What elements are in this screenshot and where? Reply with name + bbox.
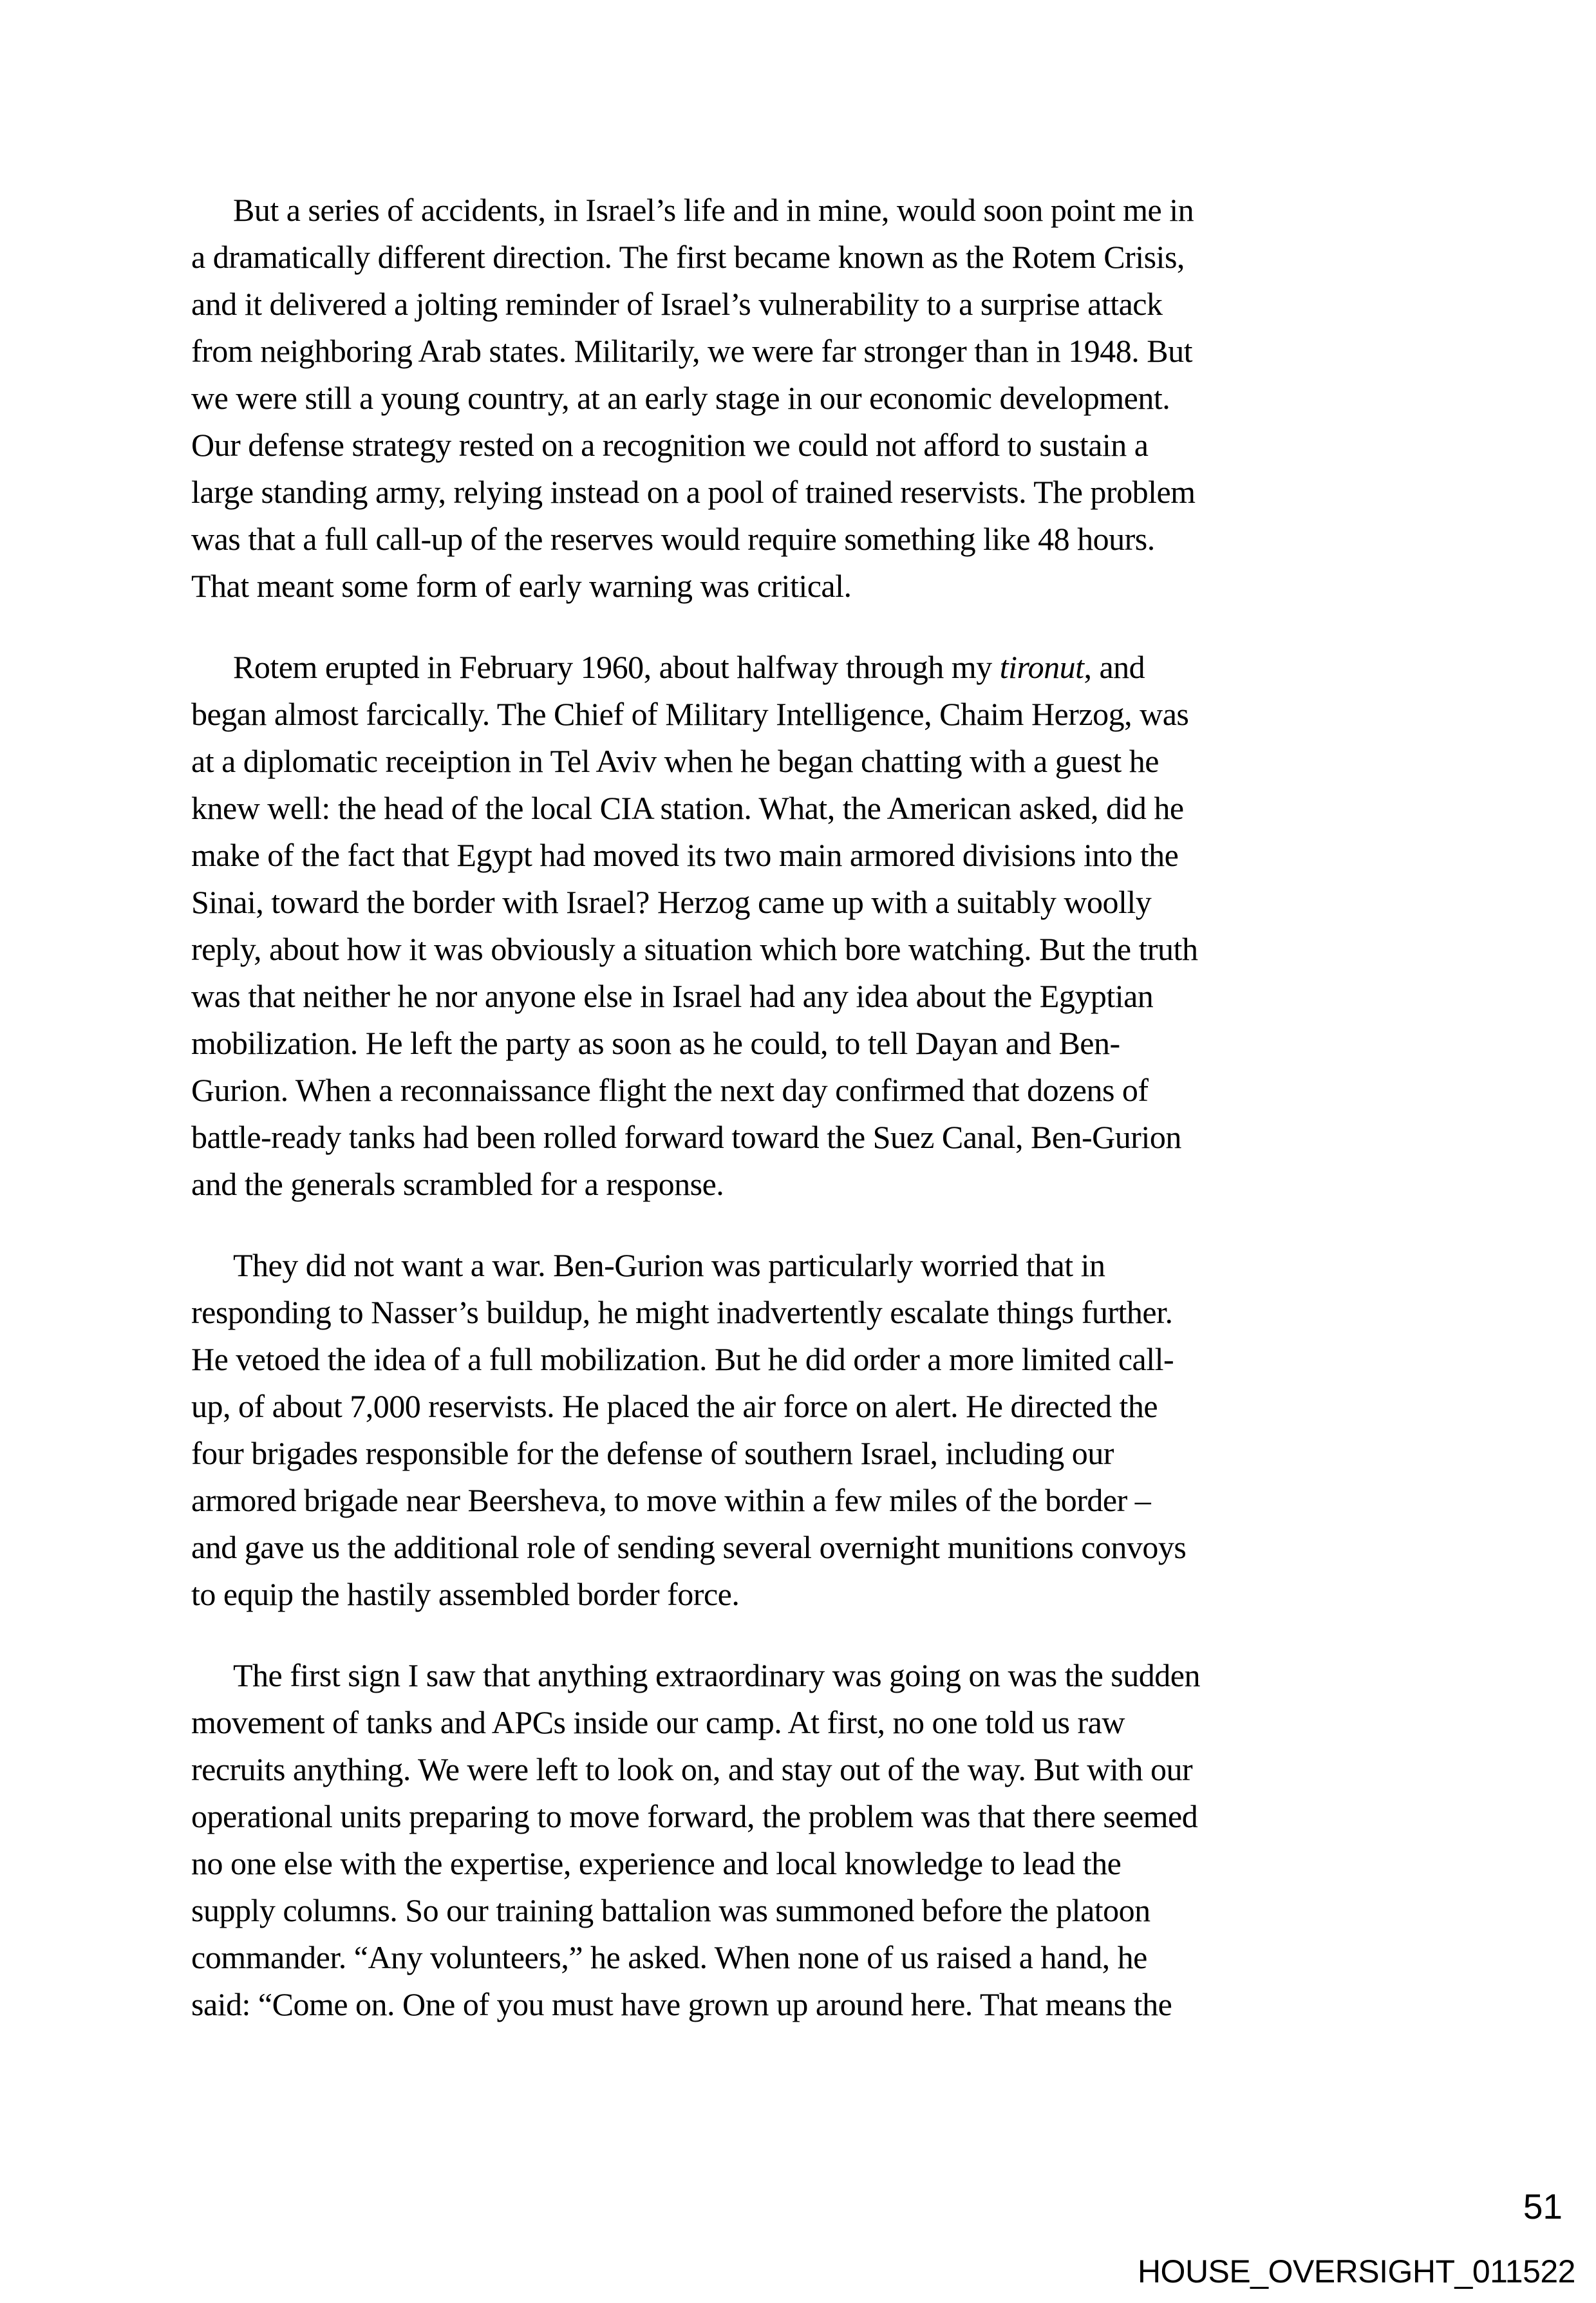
- text-run: began almost farcically. The Chief of Military Intelligence, Chaim Herzog, was: [191, 696, 1189, 732]
- text-run: large standing army, relying instead on a pool of trained reservists. The problem: [191, 474, 1196, 510]
- text-line: [191, 187, 1421, 234]
- text-line: [191, 516, 1421, 563]
- text-run: no one else with the expertise, experience and local knowledge to lead the: [191, 1845, 1122, 1881]
- bates-number: HOUSE_OVERSIGHT_011522: [1137, 2253, 1575, 2289]
- page-text: [191, 187, 1421, 2028]
- text-run: from neighboring Arab states. Militarily, we were far stronger than in 1948. But: [191, 333, 1192, 369]
- text-run: mobilization. He left the party as soon as he could, to tell Dayan and Ben-: [191, 1025, 1120, 1061]
- text-run: That meant some form of early warning was critical.: [191, 568, 852, 604]
- text-line: [191, 738, 1421, 785]
- text-run: recruits anything. We were left to look on, and stay out of the way. But with our: [191, 1751, 1193, 1787]
- text-line: [191, 691, 1421, 738]
- paragraph: [191, 644, 1421, 1208]
- text-run: was that a full call-up of the reserves would require something like 48 hours.: [191, 521, 1155, 557]
- text-line: [191, 422, 1421, 469]
- text-run: operational units preparing to move forward, the problem was that there seemed: [191, 1798, 1198, 1834]
- italic-text: tironut: [999, 649, 1084, 685]
- text-line: [191, 375, 1421, 422]
- text-line: [191, 1289, 1421, 1336]
- text-line: [191, 563, 1421, 610]
- text-line: [191, 1430, 1421, 1477]
- text-run: and it delivered a jolting reminder of Israel’s vulnerability to a surprise attack: [191, 286, 1163, 322]
- text-run: supply columns. So our training battalion was summoned before the platoon: [191, 1892, 1150, 1928]
- text-run: make of the fact that Egypt had moved its two main armored divisions into the: [191, 837, 1179, 873]
- text-run: a dramatically different direction. The first became known as the Rotem Crisis,: [191, 239, 1185, 275]
- text-line: [191, 1383, 1421, 1430]
- text-run: responding to Nasser’s buildup, he might inadvertently escalate things further.: [191, 1294, 1173, 1330]
- text-line: [191, 1887, 1421, 1934]
- text-run: said: “Come on. One of you must have grown up around here. That means the: [191, 1986, 1172, 2022]
- text-run: battle-ready tanks had been rolled forward toward the Suez Canal, Ben-Gurion: [191, 1119, 1181, 1155]
- text-line: [191, 1524, 1421, 1571]
- text-run: He vetoed the idea of a full mobilization. But he did order a more limited call-: [191, 1341, 1174, 1377]
- text-run: But a series of accidents, in Israel’s life and in mine, would soon point me in: [233, 192, 1194, 228]
- text-line: [191, 973, 1421, 1020]
- text-run: we were still a young country, at an early stage in our economic development.: [191, 380, 1170, 416]
- text-run: armored brigade near Beersheva, to move within a few miles of the border –: [191, 1482, 1151, 1518]
- text-line: [191, 1840, 1421, 1887]
- text-run: They did not want a war. Ben-Gurion was particularly worried that in: [233, 1247, 1105, 1283]
- text-line: [191, 1067, 1421, 1114]
- text-line: [191, 1336, 1421, 1383]
- text-run: movement of tanks and APCs inside our camp. At first, no one told us raw: [191, 1704, 1125, 1740]
- text-line: [191, 1020, 1421, 1067]
- text-line: [191, 1699, 1421, 1746]
- text-run: up, of about 7,000 reservists. He placed the air force on alert. He directed the: [191, 1388, 1158, 1424]
- text-line: [191, 1652, 1421, 1699]
- text-run: knew well: the head of the local CIA station. What, the American asked, did he: [191, 790, 1184, 826]
- text-line: [191, 644, 1421, 691]
- text-line: [191, 1793, 1421, 1840]
- text-run: at a diplomatic receiption in Tel Aviv when he began chatting with a guest he: [191, 743, 1159, 779]
- text-line: [191, 879, 1421, 926]
- text-run: and the generals scrambled for a response.: [191, 1166, 724, 1202]
- text-line: [191, 785, 1421, 832]
- text-line: [191, 1571, 1421, 1618]
- text-run: commander. “Any volunteers,” he asked. When none of us raised a hand, he: [191, 1939, 1147, 1975]
- text-run: Rotem erupted in February 1960, about halfway through my: [233, 649, 1000, 685]
- text-line: [191, 1114, 1421, 1161]
- text-run: Sinai, toward the border with Israel? Herzog came up with a suitably woolly: [191, 884, 1152, 920]
- text-run: reply, about how it was obviously a situation which bore watching. But the truth: [191, 931, 1198, 967]
- text-run: and gave us the additional role of sending several overnight munitions convoys: [191, 1529, 1187, 1565]
- paragraph: [191, 1242, 1421, 1618]
- text-line: [191, 1242, 1421, 1289]
- text-run: was that neither he nor anyone else in Israel had any idea about the Egyptian: [191, 978, 1154, 1014]
- paragraph: [191, 187, 1421, 610]
- text-line: [191, 234, 1421, 281]
- text-line: [191, 1161, 1421, 1208]
- text-run: The first sign I saw that anything extraordinary was going on was the sudden: [233, 1657, 1200, 1693]
- text-run: to equip the hastily assembled border force.: [191, 1576, 740, 1612]
- text-line: [191, 469, 1421, 516]
- text-line: [191, 1934, 1421, 1981]
- text-line: [191, 926, 1421, 973]
- text-line: [191, 328, 1421, 375]
- page-number: 51: [1523, 2186, 1563, 2226]
- text-line: [191, 832, 1421, 879]
- text-line: [191, 281, 1421, 328]
- text-line: [191, 1477, 1421, 1524]
- text-line: [191, 1981, 1421, 2028]
- text-run: Gurion. When a reconnaissance flight the next day confirmed that dozens of: [191, 1072, 1149, 1108]
- text-run: Our defense strategy rested on a recognition we could not afford to sustain a: [191, 427, 1149, 463]
- text-run: , and: [1084, 649, 1145, 685]
- text-run: four brigades responsible for the defense of southern Israel, including our: [191, 1435, 1114, 1471]
- text-line: [191, 1746, 1421, 1793]
- paragraph: [191, 1652, 1421, 2028]
